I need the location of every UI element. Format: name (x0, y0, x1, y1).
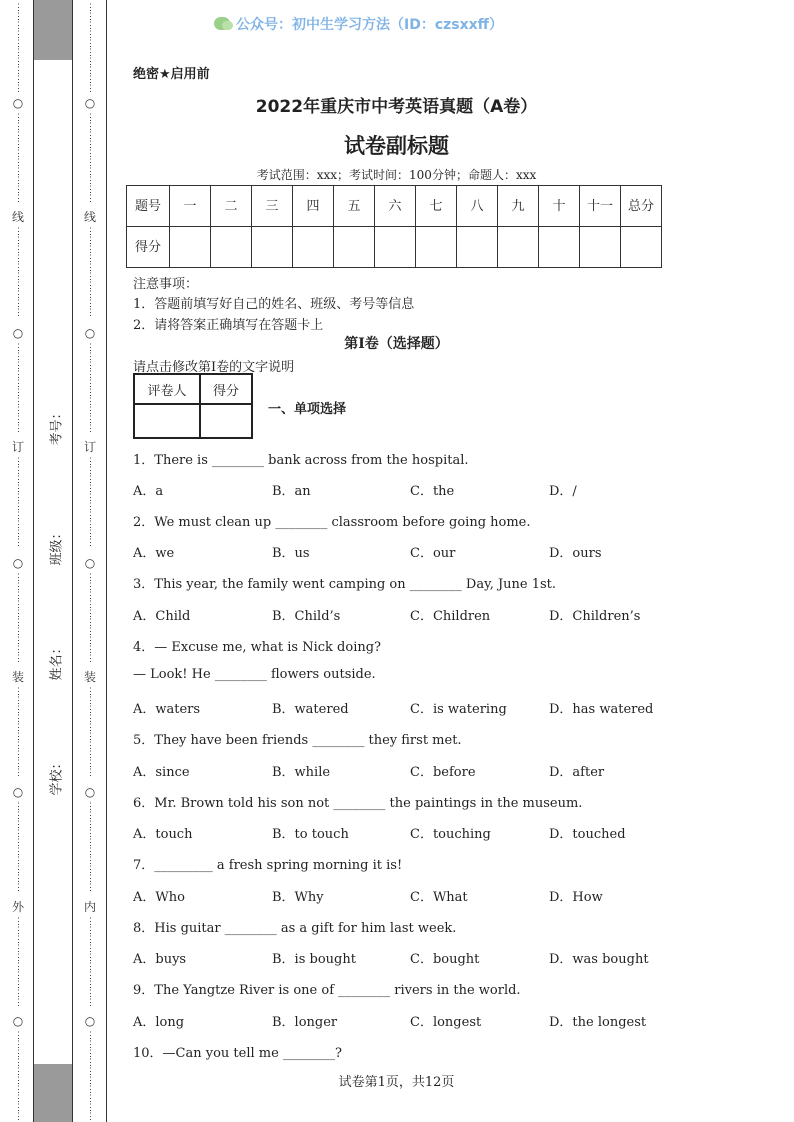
score-cell (498, 227, 539, 268)
score-cell (375, 227, 416, 268)
score-col: 二 (211, 186, 252, 227)
option-b: B．an (272, 484, 311, 499)
seal-circle: ○ (84, 785, 96, 799)
score-col: 四 (293, 186, 334, 227)
grader-score-label: 得分 (200, 374, 252, 404)
dotted-line: ⋮⋮⋮⋮⋮⋮⋮⋮⋮⋮ (14, 343, 23, 434)
margin-gray-band-bottom (34, 1064, 72, 1122)
name-label: 姓名： (49, 641, 65, 681)
dotted-line: ⋮⋮⋮⋮⋮⋮⋮⋮⋮⋮ (14, 457, 23, 548)
option-c: C．our (410, 546, 456, 561)
dotted-line: ⋮⋮⋮⋮⋮⋮⋮⋮⋮⋮ (14, 113, 23, 204)
option-c: C．touching (410, 827, 491, 842)
option-d: D．touched (549, 827, 626, 842)
option-d: D．has watered (549, 702, 654, 717)
notes-item: 2．请将答案正确填写在答题卡上 (133, 318, 324, 333)
notes-item: 1．答题前填写好自己的姓名、班级、考号等信息 (133, 297, 415, 312)
option-d: D．ours (549, 546, 602, 561)
outer-seal-column (8, 0, 28, 1122)
question-stem: 6．Mr. Brown told his son not ________ the paintings in the museum. (133, 796, 583, 811)
option-c: C．bought (410, 952, 480, 967)
question-stem: 10．—Can you tell me ________? (133, 1046, 342, 1061)
score-table-score-row (127, 227, 662, 268)
class-label: 班级： (49, 526, 65, 566)
option-d: D．the longest (549, 1015, 647, 1030)
dotted-line: ⋮⋮⋮⋮⋮⋮⋮⋮⋮⋮ (86, 917, 95, 1008)
score-cell (539, 227, 580, 268)
page-footer: 试卷第1页，共12页 (338, 1075, 455, 1090)
seal-char-inside: 内 (83, 900, 96, 914)
dotted-line: ⋮⋮⋮⋮⋮⋮⋮⋮⋮⋮ (86, 457, 95, 548)
score-table-row-head: 题号 (127, 186, 170, 227)
question-stem: 5．They have been friends ________ they first met. (133, 733, 462, 748)
dotted-line: ⋮⋮⋮⋮⋮⋮⋮⋮⋮⋮ (86, 227, 95, 318)
seal-char-line: 线 (83, 210, 96, 224)
dotted-line: ⋮⋮⋮⋮⋮⋮⋮⋮⋮⋮ (86, 802, 95, 893)
page-subtitle: 试卷副标题 (344, 134, 449, 158)
option-a: A．a (133, 484, 164, 499)
part-title: 第I卷（选择题） (344, 336, 449, 352)
exam-info: 考试范围：xxx；考试时间：100分钟；命题人：xxx (256, 168, 537, 182)
score-col: 六 (375, 186, 416, 227)
option-c: C．is watering (410, 702, 507, 717)
question-stem: 9．The Yangtze River is one of ________ rivers in the world. (133, 983, 521, 998)
seal-char-bind: 订 (83, 440, 96, 454)
dotted-line: ⋮⋮⋮⋮⋮⋮⋮⋮⋮⋮ (86, 3, 95, 94)
score-table-row-head: 得分 (127, 227, 170, 268)
grader-label: 评卷人 (134, 374, 200, 404)
question-stem-line2: — Look! He ________ flowers outside. (133, 667, 376, 682)
option-c: C．What (410, 890, 468, 905)
margin-rule-mid (72, 0, 73, 1122)
option-b: B．is bought (272, 952, 356, 967)
score-col: 八 (457, 186, 498, 227)
option-b: B．longer (272, 1015, 338, 1030)
score-cell (416, 227, 457, 268)
question-stem: 2．We must clean up ________ classroom before going home. (133, 515, 531, 530)
question-stem: 1．There is ________ bank across from the hospital. (133, 453, 469, 468)
seal-char-outside: 外 (11, 900, 24, 914)
seal-circle: ○ (84, 1014, 96, 1028)
score-table-header-row (127, 186, 662, 227)
seal-char-pack: 装 (11, 670, 24, 684)
section-title: 一、单项选择 (268, 402, 347, 417)
option-a: A．buys (133, 952, 187, 967)
score-cell (334, 227, 375, 268)
part-description: 请点击修改第I卷的文字说明 (133, 360, 295, 375)
score-col: 一 (170, 186, 211, 227)
score-col: 总分 (621, 186, 662, 227)
seal-circle: ○ (12, 785, 24, 799)
score-col: 七 (416, 186, 457, 227)
seal-circle: ○ (12, 96, 24, 110)
score-cell (252, 227, 293, 268)
score-cell (457, 227, 498, 268)
option-a: A．waters (133, 702, 201, 717)
score-cell (621, 227, 662, 268)
dotted-line: ⋮⋮⋮⋮⋮⋮⋮⋮⋮⋮ (14, 3, 23, 94)
question-stem: 3．This year, the family went camping on ________ Day, June 1st. (133, 577, 557, 592)
option-a: A．since (133, 765, 190, 780)
watermark (214, 14, 503, 34)
student-id-label: 考号： (49, 406, 65, 446)
dotted-line: ⋮⋮⋮⋮⋮⋮⋮⋮⋮⋮ (14, 687, 23, 778)
margin-rule-outer (33, 0, 34, 1122)
score-col: 九 (498, 186, 539, 227)
option-c: C．before (410, 765, 476, 780)
score-table (126, 185, 662, 268)
dotted-line: ⋮⋮⋮⋮⋮⋮⋮⋮⋮⋮ (86, 343, 95, 434)
seal-char-bind: 订 (11, 440, 24, 454)
dotted-line: ⋮⋮⋮⋮⋮⋮⋮⋮⋮⋮ (14, 227, 23, 318)
grader-score-cell (200, 404, 252, 438)
score-cell (170, 227, 211, 268)
seal-circle: ○ (12, 326, 24, 340)
seal-circle: ○ (12, 1014, 24, 1028)
score-col: 十一 (580, 186, 621, 227)
dotted-line: ⋮⋮⋮⋮⋮⋮⋮⋮⋮⋮ (14, 1031, 23, 1122)
option-b: B．watered (272, 702, 349, 717)
seal-circle: ○ (84, 96, 96, 110)
option-c: C．longest (410, 1015, 482, 1030)
option-c: C．the (410, 484, 455, 499)
score-cell (211, 227, 252, 268)
option-c: C．Children (410, 609, 491, 624)
grader-name-cell (134, 404, 200, 438)
score-col: 十 (539, 186, 580, 227)
option-b: B．Child’s (272, 609, 341, 624)
option-b: B．while (272, 765, 331, 780)
option-a: A．Who (133, 890, 185, 905)
option-b: B．to touch (272, 827, 349, 842)
score-col: 三 (252, 186, 293, 227)
question-stem: 8．His guitar ________ as a gift for him last week. (133, 921, 457, 936)
dotted-line: ⋮⋮⋮⋮⋮⋮⋮⋮⋮⋮ (14, 917, 23, 1008)
dotted-line: ⋮⋮⋮⋮⋮⋮⋮⋮⋮⋮ (14, 802, 23, 893)
option-d: D．/ (549, 484, 577, 499)
score-cell (580, 227, 621, 268)
school-label: 学校： (49, 756, 65, 796)
wechat-icon (214, 17, 230, 30)
score-cell (293, 227, 334, 268)
option-a: A．touch (133, 827, 193, 842)
secret-label: 绝密★启用前 (133, 67, 210, 82)
option-d: D．after (549, 765, 605, 780)
seal-circle: ○ (12, 556, 24, 570)
option-d: D．Children’s (549, 609, 641, 624)
question-stem: 7．_________ a fresh spring morning it is! (133, 858, 403, 873)
option-d: D．was bought (549, 952, 649, 967)
margin-gray-band-top (34, 0, 72, 60)
question-stem: 4．— Excuse me, what is Nick doing? (133, 640, 382, 655)
seal-circle: ○ (84, 556, 96, 570)
seal-char-pack: 装 (83, 670, 96, 684)
notes-heading: 注意事项： (133, 277, 199, 292)
dotted-line: ⋮⋮⋮⋮⋮⋮⋮⋮⋮⋮ (86, 1031, 95, 1122)
dotted-line: ⋮⋮⋮⋮⋮⋮⋮⋮⋮⋮ (14, 573, 23, 664)
option-a: A．long (133, 1015, 185, 1030)
grader-box (133, 373, 253, 439)
inner-seal-column (80, 0, 100, 1122)
score-col: 五 (334, 186, 375, 227)
page-title: 2022年重庆市中考英语真题（A卷） (255, 97, 538, 117)
option-b: B．Why (272, 890, 324, 905)
dotted-line: ⋮⋮⋮⋮⋮⋮⋮⋮⋮⋮ (86, 113, 95, 204)
option-b: B．us (272, 546, 310, 561)
margin-rule-inner (106, 0, 107, 1122)
option-a: A．Child (133, 609, 191, 624)
seal-char-line: 线 (11, 210, 24, 224)
dotted-line: ⋮⋮⋮⋮⋮⋮⋮⋮⋮⋮ (86, 573, 95, 664)
seal-circle: ○ (84, 326, 96, 340)
dotted-line: ⋮⋮⋮⋮⋮⋮⋮⋮⋮⋮ (86, 687, 95, 778)
watermark-text: 公众号：初中生学习方法（ID：czsxxff） (236, 17, 504, 33)
option-a: A．we (133, 546, 175, 561)
option-d: D．How (549, 890, 603, 905)
